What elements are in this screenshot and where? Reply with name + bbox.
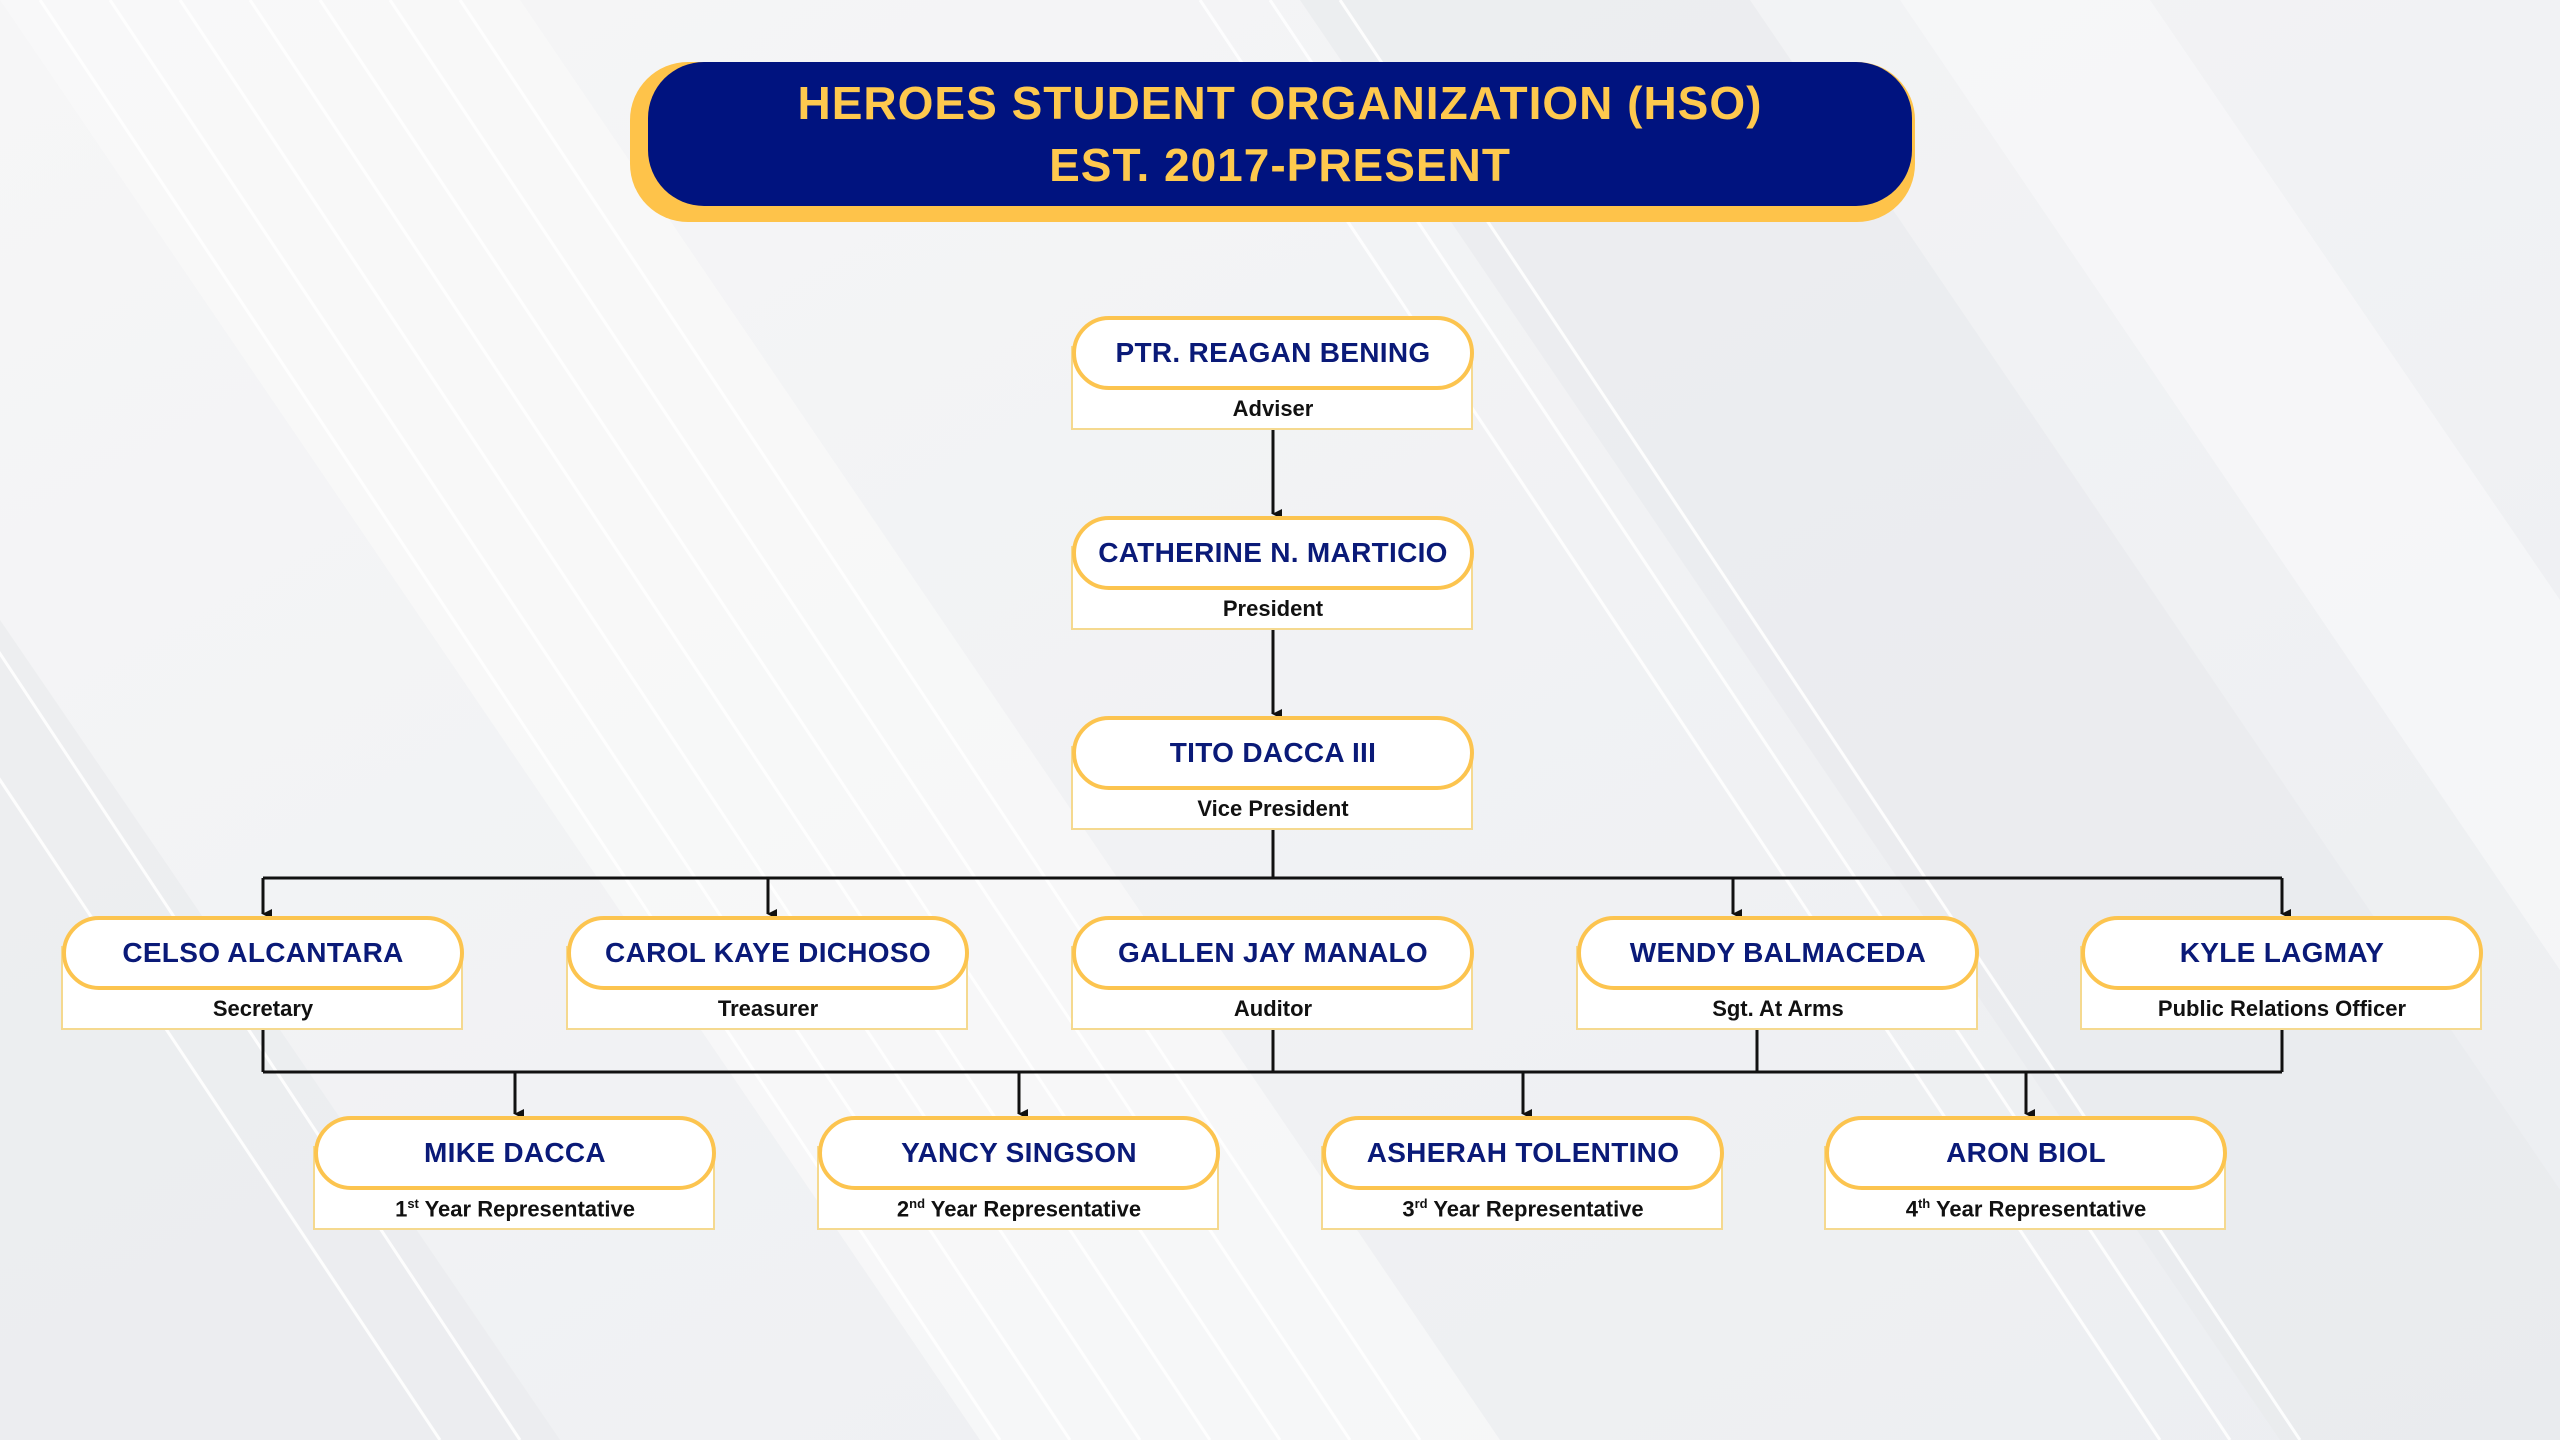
rep-3-ordinal: 3 — [1402, 1196, 1415, 1222]
node-pro — [2080, 916, 2484, 1032]
rep-2-role-text: Year Representative — [930, 1196, 1142, 1222]
rep-1-role-text: Year Representative — [424, 1196, 635, 1222]
node-rep-4 — [1824, 1116, 2228, 1232]
rep-3-role — [1321, 1196, 1725, 1222]
president-name: CATHERINE N. MARTICIO — [1098, 537, 1448, 568]
node-name-pill — [62, 916, 464, 990]
node-auditor — [1071, 916, 1475, 1032]
node-name-pill — [1322, 1116, 1724, 1190]
node-vice-president — [1071, 716, 1475, 832]
established-subtitle: EST. 2017-PRESENT — [1049, 139, 1511, 191]
rep-2-name: YANCY SINGSON — [901, 1137, 1137, 1168]
auditor-name: GALLEN JAY MANALO — [1117, 937, 1429, 968]
node-name-pill — [1072, 916, 1474, 990]
organization-title: HEROES STUDENT ORGANIZATION (HSO) — [797, 77, 1763, 129]
adviser-name: PTR. REAGAN BENING — [1115, 337, 1431, 368]
treasurer-role: Treasurer — [717, 996, 819, 1021]
rep-1-suffix: st — [407, 1196, 419, 1211]
node-name-pill — [1072, 316, 1474, 390]
vice-president-role: Vice President — [1197, 796, 1349, 821]
rep-2-ordinal: 2 — [896, 1196, 910, 1222]
sgt-at-arms-name: WENDY BALMACEDA — [1629, 937, 1927, 968]
node-secretary — [61, 916, 465, 1032]
adviser-role: Adviser — [1232, 396, 1314, 421]
rep-2-role — [817, 1196, 1221, 1222]
node-rep-2 — [817, 1116, 1221, 1232]
rep-4-suffix: th — [1917, 1196, 1931, 1211]
node-name-pill — [818, 1116, 1220, 1190]
node-sgt-at-arms — [1576, 916, 1980, 1032]
node-treasurer — [566, 916, 970, 1032]
rep-1-ordinal: 1 — [395, 1196, 408, 1222]
node-name-pill — [567, 916, 969, 990]
title-banner-box — [648, 62, 1912, 206]
node-name-pill — [314, 1116, 716, 1190]
node-adviser — [1071, 316, 1475, 432]
rep-4-name: ARON BIOL — [1946, 1137, 2106, 1168]
node-name-pill — [1825, 1116, 2227, 1190]
rep-4-ordinal: 4 — [1905, 1196, 1918, 1222]
rep-3-role-text: Year Representative — [1433, 1196, 1644, 1222]
treasurer-name: CAROL KAYE DICHOSO — [605, 937, 931, 968]
node-name-pill — [1577, 916, 1979, 990]
rep-3-suffix: rd — [1414, 1196, 1428, 1211]
node-name-pill — [2081, 916, 2483, 990]
secretary-role: Secretary — [212, 996, 314, 1021]
rep-4-role — [1824, 1196, 2228, 1222]
secretary-name: CELSO ALCANTARA — [122, 937, 404, 968]
title-banner — [630, 62, 1915, 222]
auditor-role: Auditor — [1233, 996, 1313, 1021]
president-role: President — [1222, 596, 1324, 621]
rep-2-suffix: nd — [909, 1196, 926, 1211]
node-president — [1071, 516, 1475, 632]
sgt-at-arms-role: Sgt. At Arms — [1712, 996, 1844, 1021]
pro-name: KYLE LAGMAY — [2179, 937, 2385, 968]
rep-4-role-text: Year Representative — [1935, 1196, 2147, 1222]
node-name-pill — [1072, 516, 1474, 590]
rep-1-name: MIKE DACCA — [424, 1137, 606, 1168]
node-rep-1 — [313, 1116, 717, 1232]
rep-1-role — [313, 1196, 717, 1222]
node-name-pill — [1072, 716, 1474, 790]
pro-role: Public Relations Officer — [2157, 996, 2407, 1021]
vice-president-name: TITO DACCA III — [1169, 737, 1377, 768]
node-rep-3 — [1321, 1116, 1725, 1232]
rep-3-name: ASHERAH TOLENTINO — [1366, 1137, 1680, 1168]
